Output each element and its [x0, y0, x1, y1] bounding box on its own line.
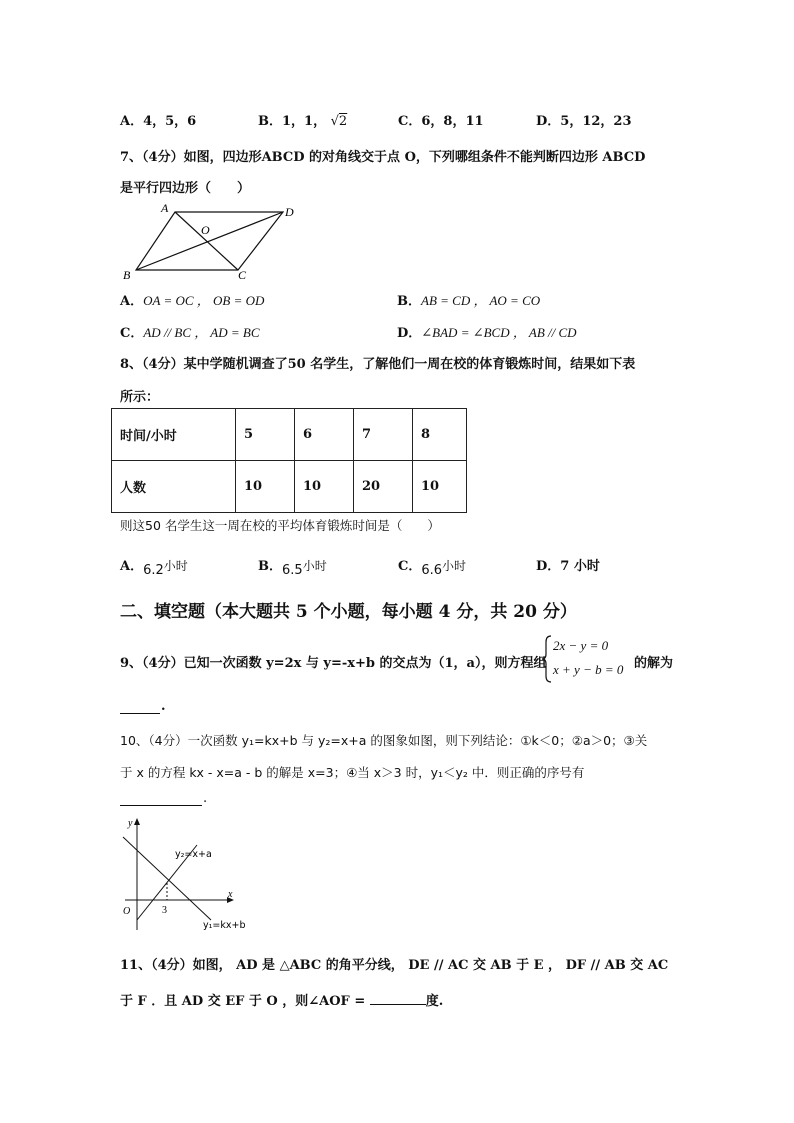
q8-question: 则这50 名学生这一周在校的平均体育锻炼时间是（ ） [120, 518, 440, 533]
q10-line2: 于 x 的方程 kx - x=a - b 的解是 x=3；④当 x＞3 时，y₁＜y₂ 中．则正确的序号有 [120, 765, 585, 780]
vertex-label-d: D [285, 205, 294, 219]
q8-option-d: D．7 小时 [536, 559, 600, 574]
vertex-label-b: B [123, 268, 131, 282]
table-cell: 10 [413, 461, 467, 513]
x-axis-label: x [228, 889, 233, 900]
option-letter: C． [120, 326, 144, 341]
y-axis-label: y [128, 818, 133, 829]
q10-line1: 10、（4分）一次函数 y₁=kx+b 与 y₂=x+a 的图象如图，则下列结论：①k＜0；②a＞0；③关 [120, 733, 648, 748]
q10-answer-line[interactable] [120, 804, 202, 806]
q11-answer-blank[interactable] [370, 992, 426, 1005]
q6-option-b [258, 110, 347, 129]
table-cell: 8 [413, 409, 467, 461]
q8-option-a [120, 555, 188, 578]
vertex-label-c: C [238, 268, 247, 282]
q7-option-a [120, 290, 264, 309]
q7-parallelogram-figure [118, 200, 298, 285]
option-letter: A． [120, 559, 144, 574]
q10-function-graph [115, 815, 255, 935]
q7-option-a-text: OA = OC ， OB = OD [143, 293, 265, 308]
q7-option-b-text: AB = CD ， AO = CO [421, 293, 541, 308]
option-unit: 小时 [442, 559, 467, 573]
q8-stem-line1: 8、（4分）某中学随机调查了50 名学生，了解他们一周在校的体育锻炼时间，结果如下表 [120, 357, 636, 372]
q9-equation-2: x + y − b = 0 [553, 662, 624, 677]
center-label-o: O [201, 223, 210, 237]
q7-option-b [397, 290, 540, 309]
sqrt-radicand: 2 [338, 114, 348, 129]
line-y1-label: y₁=kx+b [203, 920, 246, 931]
q6-option-c: C．6，8，11 [398, 114, 484, 129]
option-value: 6.6 [421, 563, 443, 578]
q6-option-a: A．4，5，6 [120, 114, 197, 129]
table-cell: 7 [354, 409, 413, 461]
option-letter: B． [258, 559, 282, 574]
origin-label: O [123, 906, 131, 917]
table-cell: 时间/小时 [112, 409, 236, 461]
q7-option-d-text: ∠BAD = ∠BCD ， AB // CD [421, 325, 577, 340]
q9-end: . [161, 699, 166, 714]
q7-option-d [397, 322, 577, 341]
q8-stem-line2: 所示： [120, 390, 160, 405]
option-letter: A． [120, 294, 144, 309]
option-letter: B． [397, 294, 421, 309]
table-cell: 5 [236, 409, 295, 461]
q7-stem-line2: 是平行四边形（ ） [120, 181, 251, 196]
section-2-title: 二、填空题（本大题共 5 个小题，每小题 4 分，共 20 分） [120, 602, 577, 622]
table-cell: 20 [354, 461, 413, 513]
table-row [112, 461, 467, 513]
y-axis-arrow-icon [134, 818, 140, 825]
q9-stem: 9、（4分）已知一次函数 y=2x 与 y=-x+b 的交点为（1，a），则方程组 [120, 656, 547, 671]
q9-tail: 的解为 [634, 656, 674, 671]
q8-data-table [111, 408, 467, 513]
brace-icon [541, 634, 553, 684]
q8-option-b [258, 555, 327, 578]
q11-line2-suffix: 度. [425, 994, 444, 1009]
q10-end: . [203, 791, 208, 806]
tick-label-3: 3 [162, 905, 167, 916]
option-value: 6.5 [282, 563, 303, 578]
table-cell: 6 [295, 409, 354, 461]
line-y2-label: y₂=x+a [175, 849, 212, 860]
option-value: 6.2 [143, 563, 164, 578]
sqrt-sign: √2 [330, 114, 348, 129]
q7-option-c [120, 322, 260, 341]
table-row [112, 409, 467, 461]
option-unit: 小时 [163, 559, 188, 573]
option-unit: 小时 [302, 559, 327, 573]
q6-option-d: D．5，12，23 [536, 114, 632, 129]
q6-option-b-text: B．1，1， [258, 114, 327, 129]
q8-option-c [398, 555, 467, 578]
vertex-label-a: A [161, 201, 169, 215]
table-cell: 人数 [112, 461, 236, 513]
table-cell: 10 [295, 461, 354, 513]
option-letter: C． [398, 559, 422, 574]
q7-option-c-text: AD // BC ， AD = BC [143, 325, 260, 340]
q11-line2-text: 于 F ．且 AD 交 EF 于 O ，则∠AOF = [120, 994, 370, 1009]
diagonal-ac [175, 212, 238, 270]
table-cell: 10 [236, 461, 295, 513]
q11-line1: 11、（4分）如图， AD 是 △ABC 的角平分线， DE // AC 交 AB 于 E ， DF // AB 交 AC [120, 958, 669, 973]
q9-answer-line[interactable] [120, 712, 160, 714]
q7-stem-line1: 7、（4分）如图，四边形ABCD 的对角线交于点 O，下列哪组条件不能判断四边形 ABCD [120, 150, 646, 165]
option-letter: D． [397, 326, 422, 341]
q11-line2 [120, 990, 443, 1009]
q9-equation-1: 2x − y = 0 [553, 638, 609, 653]
